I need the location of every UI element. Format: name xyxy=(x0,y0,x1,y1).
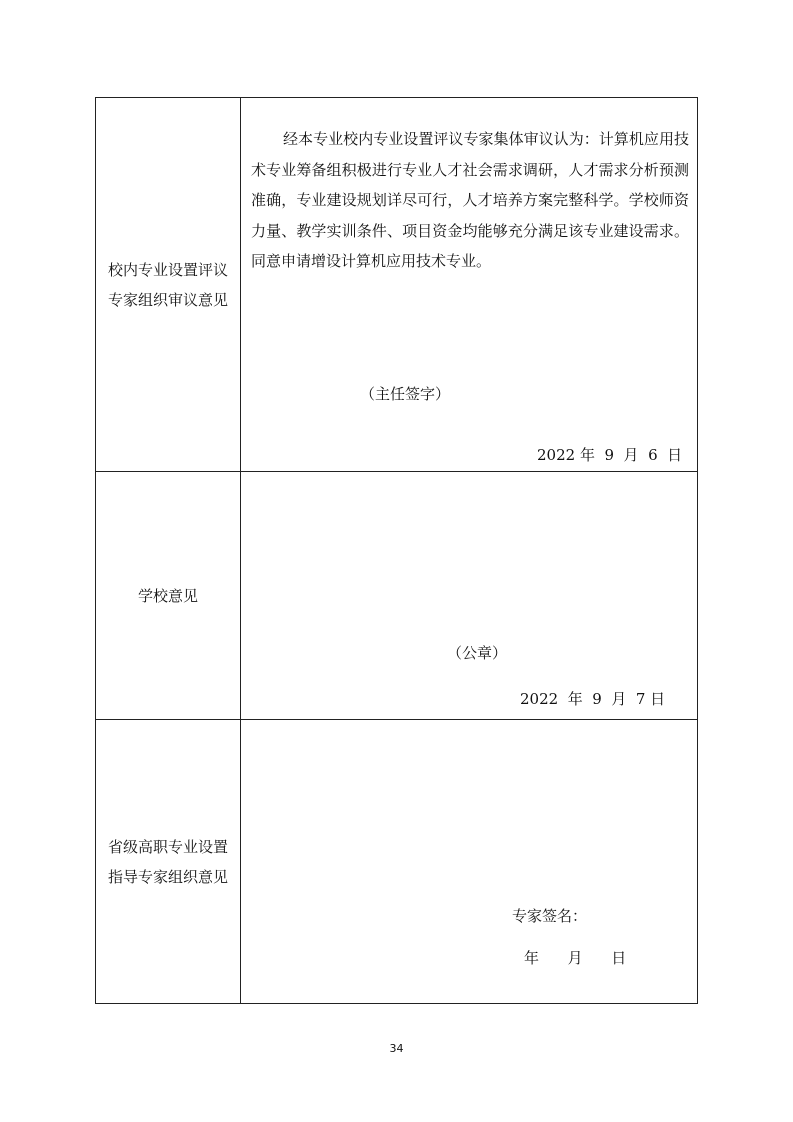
school-opinion-date: 2022 年 9 月 7 日 xyxy=(520,690,666,708)
table-row-provincial-expert-opinion xyxy=(96,720,698,1004)
row-label-line: 专家组织审议意见 xyxy=(107,290,228,309)
row-label-line: 省级高职专业设置 xyxy=(107,837,228,856)
row-label-line: 指导专家组织意见 xyxy=(107,867,228,886)
expert-signature-label: 专家签名： xyxy=(512,907,588,925)
page-number: 34 xyxy=(389,1042,404,1055)
review-date: 2022 年 9 月 6 日 xyxy=(537,446,683,464)
approval-form-table xyxy=(95,97,698,1004)
row-content-school-opinion xyxy=(241,472,698,720)
row-label-school-expert-review xyxy=(96,98,241,472)
table-row-school-expert-review xyxy=(96,98,698,472)
official-seal-label: （公章） xyxy=(447,644,508,662)
row-content-provincial-expert-opinion xyxy=(241,720,698,1004)
row-label-school-opinion xyxy=(96,472,241,720)
expert-opinion-text: 经本专业校内专业设置评议专家集体审议认为：计算机应用技术专业筹备组积极进行专业人才社会需求调研，人才需求分析预测准确，专业建设规划详尽可行，人才培养方案完整科学。学校师资力量、教学实训条件、项目资金均能够充分满足该专业建设需求。同意申请增设计算机应用技术专业。 xyxy=(251,130,689,270)
table-row-school-opinion xyxy=(96,472,698,720)
director-signature-label: （主任签字） xyxy=(360,385,451,403)
row-label-line: 校内专业设置评议 xyxy=(107,260,228,279)
row-label-line: 学校意见 xyxy=(137,586,198,605)
provincial-opinion-date: 年 月 日 xyxy=(524,949,627,967)
row-content-school-expert-review xyxy=(241,98,698,472)
row-label-provincial-expert-opinion xyxy=(96,720,241,1004)
